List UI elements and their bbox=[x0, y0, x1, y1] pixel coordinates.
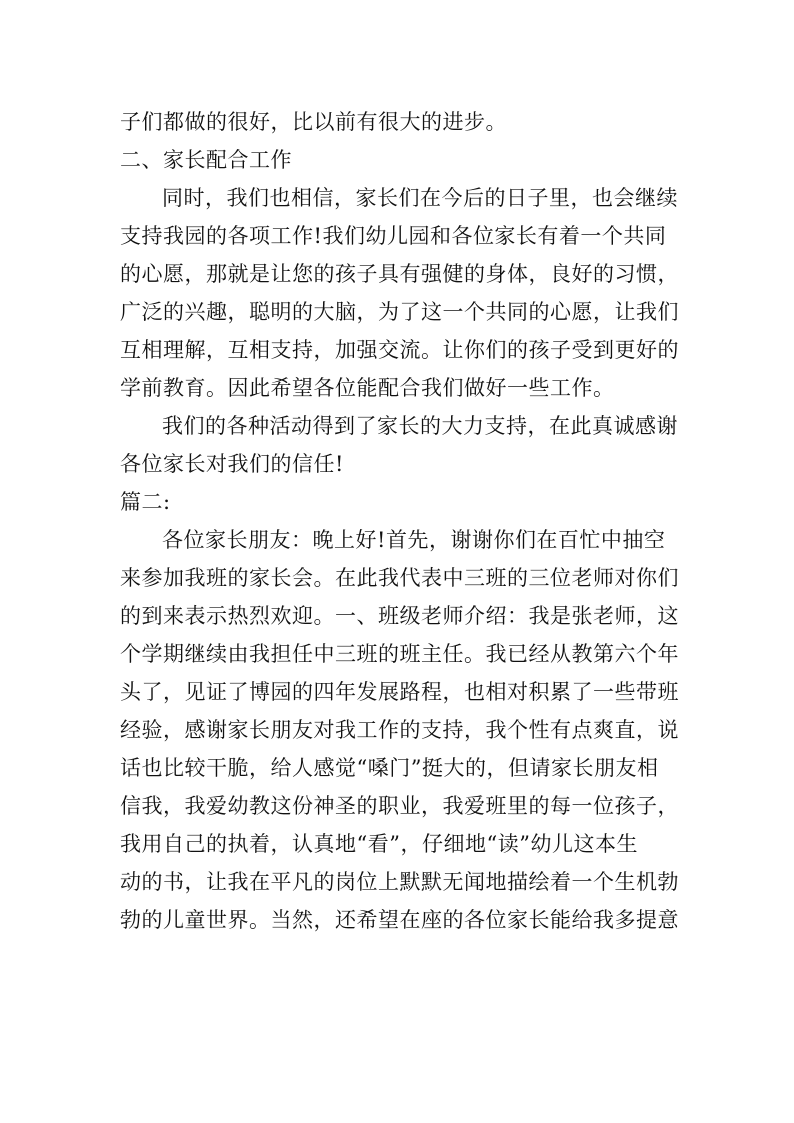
section-heading: 篇二: bbox=[120, 490, 171, 514]
text-line: 个学期继续由我担任中三班的班主任。我已经从教第六个年 bbox=[120, 642, 679, 666]
section-heading: 二、家长配合工作 bbox=[120, 148, 292, 172]
text-line: 学前教育。因此希望各位能配合我们做好一些工作。 bbox=[120, 376, 615, 400]
text-line: 的心愿，那就是让您的孩子具有强健的身体，良好的习惯， bbox=[120, 262, 679, 286]
text-line: 信我，我爱幼教这份神圣的职业，我爱班里的每一位孩子， bbox=[120, 794, 679, 818]
paragraph-start-line: 同时，我们也相信，家长们在今后的日子里，也会继续 bbox=[162, 186, 678, 210]
text-line: 勃的儿童世界。当然，还希望在座的各位家长能给我多提意 bbox=[120, 908, 679, 932]
text-line: 头了，见证了博园的四年发展路程，也相对积累了一些带班 bbox=[120, 680, 679, 704]
text-line: 各位家长对我们的信任! bbox=[120, 452, 344, 476]
text-line: 广泛的兴趣，聪明的大脑，为了这一个共同的心愿，让我们 bbox=[120, 300, 679, 324]
document-body bbox=[120, 103, 680, 939]
paragraph-start-line: 我们的各种活动得到了家长的大力支持，在此真诚感谢 bbox=[162, 414, 678, 438]
text-line: 互相理解，互相支持，加强交流。让你们的孩子受到更好的 bbox=[120, 338, 679, 362]
text-line: 来参加我班的家长会。在此我代表中三班的三位老师对你们 bbox=[120, 566, 679, 590]
text-line: 经验，感谢家长朋友对我工作的支持，我个性有点爽直，说 bbox=[120, 718, 679, 742]
text-line: 支持我园的各项工作!我们幼儿园和各位家长有着一个共同 bbox=[120, 224, 667, 248]
text-line: 子们都做的很好，比以前有很大的进步。 bbox=[120, 110, 507, 134]
text-line: 动的书，让我在平凡的岗位上默默无闻地描绘着一个生机勃 bbox=[120, 870, 679, 894]
paragraph-start-line: 各位家长朋友：晚上好!首先，谢谢你们在百忙中抽空 bbox=[162, 528, 666, 552]
text-line: 话也比较干脆，给人感觉“嗓门”挺大的，但请家长朋友相 bbox=[120, 756, 659, 780]
text-line: 我用自己的执着，认真地“看”，仔细地“读”幼儿这本生 bbox=[120, 832, 638, 856]
text-line: 的到来表示热烈欢迎。一、班级老师介绍：我是张老师，这 bbox=[120, 604, 679, 628]
